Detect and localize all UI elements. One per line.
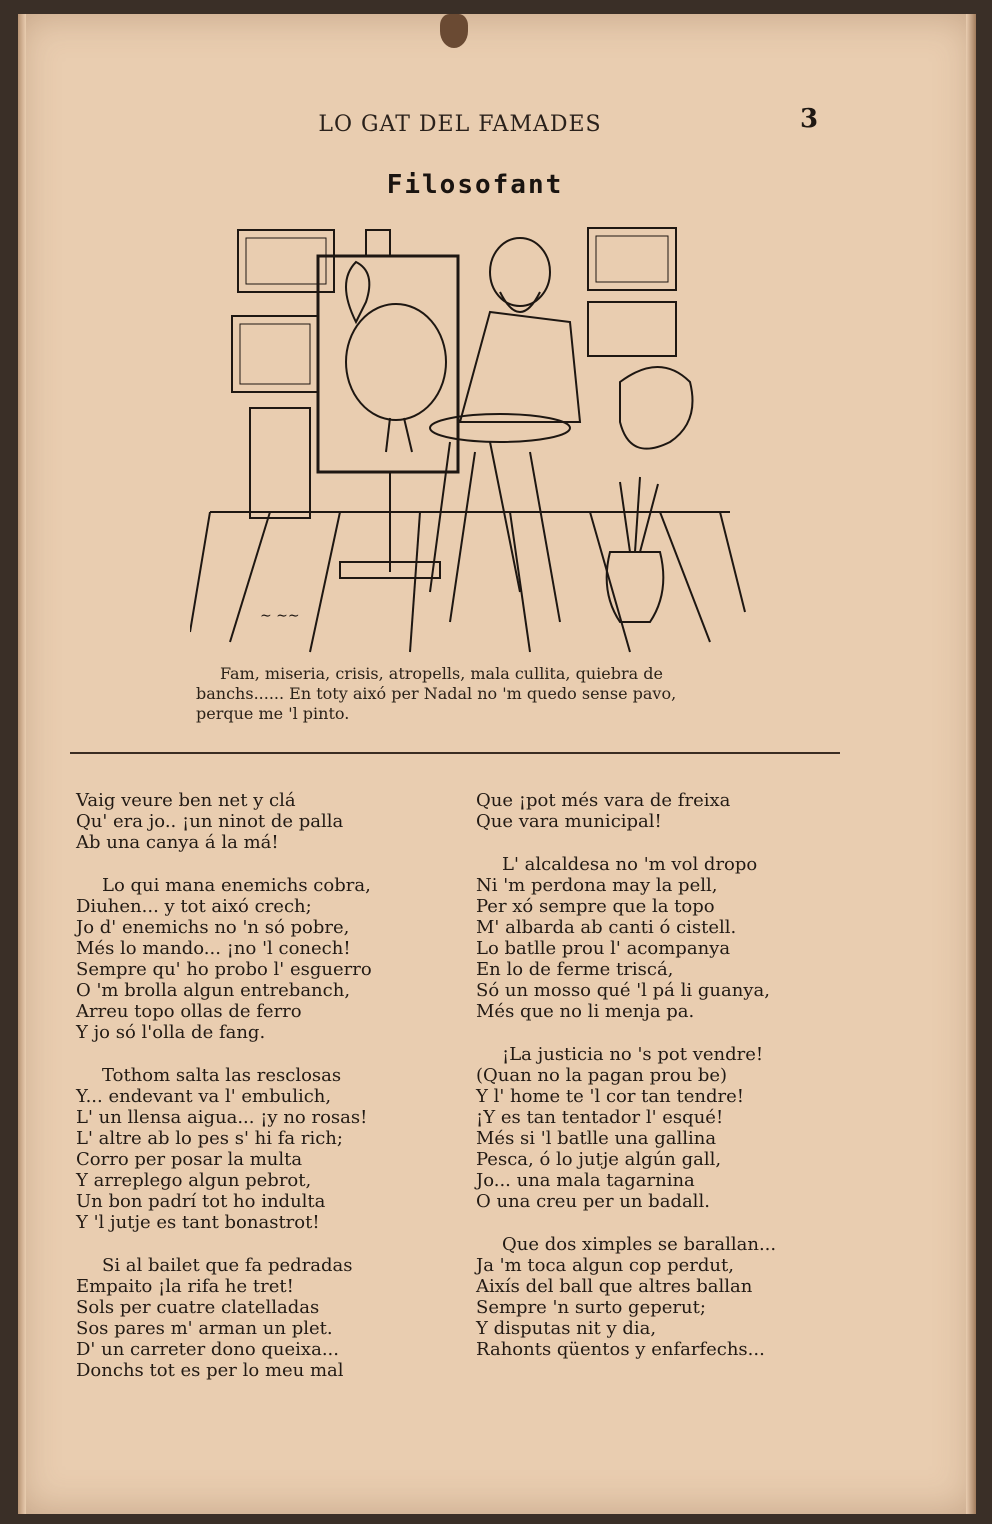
stanza <box>76 1065 456 1233</box>
verse-line: M' albarda ab canti ó cistell. <box>476 917 737 938</box>
verse-line: Ab una canya á la má! <box>76 832 279 853</box>
verse-line: Y 'l jutje es tant bonastrot! <box>76 1212 320 1233</box>
verse-line: Y arreplego algun pebrot, <box>76 1170 312 1191</box>
verse-line: Lo batlle prou l' acompanya <box>476 938 731 959</box>
verse-line: En lo de ferme triscá, <box>476 959 674 980</box>
verse-line: Jo d' enemichs no 'n só pobre, <box>76 917 350 938</box>
page-number: 3 <box>800 104 819 134</box>
verse-line: Y disputas nit y dia, <box>476 1318 657 1339</box>
verse-line: Corro per posar la multa <box>76 1149 303 1170</box>
verse-line: Més que no li menja pa. <box>476 1001 695 1022</box>
page-tear-mark <box>440 14 468 48</box>
verse-line: L' alcaldesa no 'm vol dropo <box>502 854 758 875</box>
verse-line: Donchs tot es per lo meu mal <box>76 1360 344 1381</box>
verse-line: Empaito ¡la rifa he tret! <box>76 1276 294 1297</box>
verse-line: Més si 'l batlle una gallina <box>476 1128 717 1149</box>
verse-line: Per xó sempre que la topo <box>476 896 715 917</box>
verse-line: Y l' home te 'l cor tan tendre! <box>476 1086 744 1107</box>
verse-line: Vaig veure ben net y clá <box>76 790 296 811</box>
verse-line: ¡Y es tan tentador l' esqué! <box>476 1107 724 1128</box>
verse-line: Sempre qu' ho probo l' esguerro <box>76 959 372 980</box>
page-right-edge <box>966 14 976 1514</box>
verse-line: Que dos ximples se barallan... <box>502 1234 777 1255</box>
verse-line: Sos pares m' arman un plet. <box>76 1318 333 1339</box>
verse-line: Jo... una mala tagarnina <box>476 1170 695 1191</box>
verse-line: Si al bailet que fa pedradas <box>102 1255 353 1276</box>
verse-line: Qu' era jo.. ¡un ninot de palla <box>76 811 344 832</box>
show-through-bleed <box>840 180 960 780</box>
stanza <box>76 1255 456 1381</box>
verse-line: Diuhen... y tot aixó crech; <box>76 896 312 917</box>
verse-line: L' altre ab lo pes s' hi fa rich; <box>76 1128 343 1149</box>
caption-line: Fam, miseria, crisis, atropells, mala cullita, quiebra de <box>220 664 663 683</box>
verse-line: D' un carreter dono queixa... <box>76 1339 339 1360</box>
stanza <box>476 790 836 832</box>
verse-line: ¡La justicia no 's pot vendre! <box>502 1044 764 1065</box>
verse-line: O una creu per un badall. <box>476 1191 710 1212</box>
stanza <box>476 1234 836 1360</box>
verse-line: Arreu topo ollas de ferro <box>76 1001 302 1022</box>
verse-line: L' un llensa aigua... ¡y no rosas! <box>76 1107 368 1128</box>
verse-line: Aixís del ball que altres ballan <box>476 1276 753 1297</box>
verse-line: Un bon padrí tot ho indulta <box>76 1191 326 1212</box>
stanza <box>476 854 836 1022</box>
stanza <box>76 875 456 1043</box>
verse-line: Sols per cuatre clatelladas <box>76 1297 320 1318</box>
verse-line: (Quan no la pagan prou be) <box>476 1065 728 1086</box>
painter-illustration <box>190 212 750 657</box>
verse-line: Ja 'm toca algun cop perdut, <box>476 1255 734 1276</box>
svg-text:∼ ∼∼: ∼ ∼∼ <box>260 608 300 624</box>
verse-line: Que ¡pot més vara de freixa <box>476 790 731 811</box>
section-divider <box>70 752 840 754</box>
verse-line: Que vara municipal! <box>476 811 662 832</box>
verse-line: Tothom salta las resclosas <box>102 1065 342 1086</box>
caption-line: perque me 'l pinto. <box>196 704 350 723</box>
running-title: LO GAT DEL FAMADES <box>318 112 602 137</box>
verse-line: Y jo só l'olla de fang. <box>76 1022 266 1043</box>
stanza <box>76 790 456 853</box>
verse-line: Lo qui mana enemichs cobra, <box>102 875 371 896</box>
poem-right-column <box>476 790 836 1382</box>
illustration-caption <box>196 664 726 724</box>
article-title: Filosofant <box>386 170 564 200</box>
verse-line: Rahonts qüentos y enfarfechs... <box>476 1339 765 1360</box>
verse-line: Pesca, ó lo jutje algún gall, <box>476 1149 722 1170</box>
caption-line: banchs...... En toty aixó per Nadal no 'm quedo sense pavo, <box>196 684 677 703</box>
verse-line: Y... endevant va l' embulich, <box>76 1086 332 1107</box>
verse-line: Més lo mando... ¡no 'l conech! <box>76 938 351 959</box>
verse-line: Sempre 'n surto geperut; <box>476 1297 706 1318</box>
verse-line: O 'm brolla algun entrebanch, <box>76 980 351 1001</box>
verse-line: Ni 'm perdona may la pell, <box>476 875 718 896</box>
page-left-edge <box>18 14 26 1514</box>
verse-line: Só un mosso qué 'l pá li guanya, <box>476 980 770 1001</box>
stanza <box>476 1044 836 1212</box>
poem-left-column <box>76 790 456 1403</box>
